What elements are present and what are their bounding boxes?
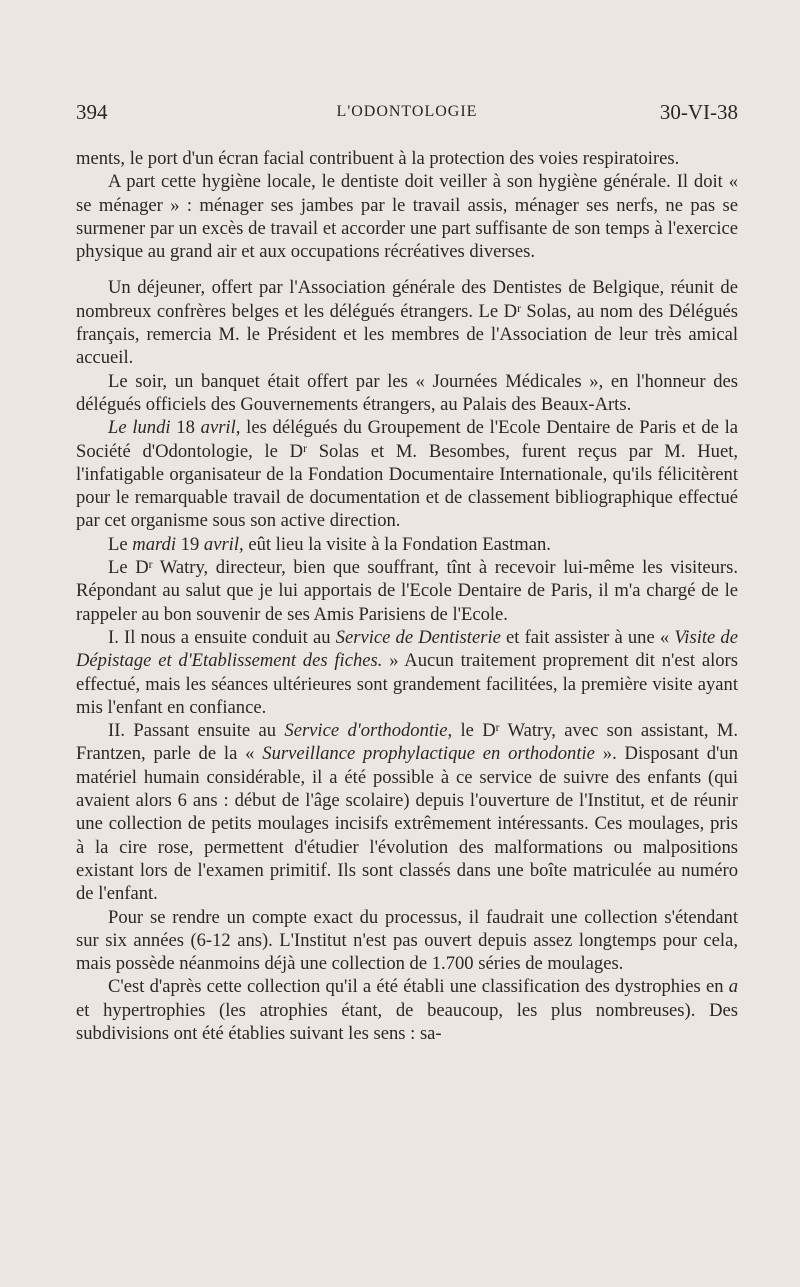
p11-text-b: et hypertrophies (les atrophies étant, de beaucoup, les plus nombreuses). Des subdivisions ont été établies suivant les sens : sa- bbox=[76, 999, 738, 1044]
p3-superscript: r bbox=[517, 302, 521, 315]
paragraph-3 bbox=[76, 276, 738, 369]
paragraph-6 bbox=[76, 533, 738, 556]
running-header bbox=[76, 100, 738, 130]
p9-italic-service: Service d'orthodontie, bbox=[284, 720, 453, 742]
paragraph-4: Le soir, un banquet était offert par les « Journées Médicales », en l'honneur des délégués officiels des Gouvernements étrangers, au Palais des Beaux-Arts. bbox=[76, 370, 738, 415]
p3-text-b: Solas, au nom des Délégués français, remercia M. le Président et les membres de l'Association de leur très amical accueil. bbox=[76, 300, 738, 369]
p9-italic-surveillance: Surveillance prophylactique en orthodontie bbox=[262, 743, 595, 765]
p6-italic-month: avril, bbox=[203, 533, 244, 555]
p11-text-a: C'est d'après cette collection qu'il a été établi une classification des dystrophies en bbox=[108, 976, 729, 998]
p7-text-a: Le D bbox=[108, 557, 149, 579]
p9-text-a: II. Passant ensuite au bbox=[108, 720, 285, 742]
paragraph-2: A part cette hygiène locale, le dentiste doit veiller à son hygiène générale. Il doit « se ménager » : ménager ses jambes par le travail assis, ménager ses nerfs, ne pas se surmener par un excès de travail et accorder une part suffisante de son temps à l'exercice physique au grand air et aux occupations récréatives diverses. bbox=[76, 171, 738, 263]
p7-text-b: Watry, directeur, bien que souffrant, tînt à recevoir lui-même les visiteurs. Répondant au salut que je lui apportais de l'Ecole Dentaire de Paris, il m'a chargé de le rappeler au bon souvenir de ses Amis Parisiens de l'Ecole. bbox=[76, 557, 739, 625]
p5-text-b: Solas et M. Besombes, furent reçus par M. Huet, l'infatigable organisateur de la Fondation Documentaire Internationale, qu'ils félicitèrent pour le remarquable travail de documentation et de classement bibliographique effectué par cet organisme sous son active direction. bbox=[76, 440, 739, 532]
p6-date-number: 19 bbox=[176, 533, 204, 555]
p5-date-number: 18 bbox=[170, 417, 201, 439]
p8-text-c: » Aucun traitement proprement dit n'est alors effectué, mais les séances ultérieures sont grandement facilitées, la première visite ayant mis l'enfant en confiance. bbox=[76, 650, 738, 718]
p9-superscript: r bbox=[495, 721, 500, 734]
p8-text-a: I. Il nous a ensuite conduit au bbox=[108, 626, 336, 648]
p8-italic-service: Service de Dentisterie bbox=[335, 626, 501, 648]
paragraph-8 bbox=[76, 626, 738, 719]
paragraph-11 bbox=[76, 975, 738, 1045]
p9-text-c: Watry, avec son assistant, M. Frantzen, parle de la « bbox=[76, 720, 738, 765]
p9-text-b: le D bbox=[452, 720, 496, 742]
paragraph-7 bbox=[76, 556, 738, 626]
p6-text-a: Le bbox=[108, 533, 133, 555]
p5-italic-month: avril, bbox=[200, 417, 241, 439]
p11-italic-a: a bbox=[728, 976, 738, 998]
p8-italic-visit: Visite de Dépistage et d'Etablissement des fiches. bbox=[76, 626, 738, 672]
p8-text-b: et fait assister à une « bbox=[500, 626, 675, 648]
p7-superscript: r bbox=[148, 558, 153, 571]
journal-title: L'ODONTOLOGIE bbox=[336, 103, 478, 120]
issue-date: 30-VI-38 bbox=[659, 100, 738, 124]
article-body bbox=[76, 147, 738, 1045]
p6-italic-day: mardi bbox=[132, 533, 176, 555]
p5-text-a: les délégués du Groupement de l'Ecole Dentaire de Paris et de la Société d'Odontologie, le D bbox=[76, 417, 739, 462]
p3-text-a: Un déjeuner, offert par l'Association générale des Dentistes de Belgique, réunit de nombreux confrères belges et les délégués étrangers. Le D bbox=[76, 277, 738, 322]
paragraph-1: ments, le port d'un écran facial contribuent à la protection des voies respiratoires. bbox=[76, 148, 680, 169]
paragraph-10: Pour se rendre un compte exact du processus, il faudrait une collection s'étendant sur six années (6-12 ans). L'Institut n'est pas ouvert depuis assez longtemps pour cela, mais possède néanmoins déjà une collection de 1.700 séries de moulages. bbox=[76, 906, 738, 975]
p6-text-b: eût lieu la visite à la Fondation Eastman. bbox=[243, 533, 551, 555]
paragraph-5 bbox=[76, 416, 738, 532]
p9-text-d: ». Disposant d'un matériel humain considérable, il a été possible à ce service de suivre des enfants (qui avaient alors 6 ans : début de l'âge scolaire) depuis l'ouverture de l'Institut, et de réunir une collection de petits moulages incisifs extrêmement intéressants. Ces moulages, pris à la cire rose, permettent d'étudier l'évolution des malformations ou malpositions existant lors de l'examen primitif. Ils sont classés dans une boîte matriculée au numéro de l'enfant. bbox=[76, 743, 738, 905]
p5-superscript: r bbox=[303, 442, 307, 455]
paragraph-9 bbox=[76, 719, 738, 905]
page-number: 394 bbox=[76, 100, 108, 124]
p5-italic-day: Le lundi bbox=[108, 417, 171, 439]
